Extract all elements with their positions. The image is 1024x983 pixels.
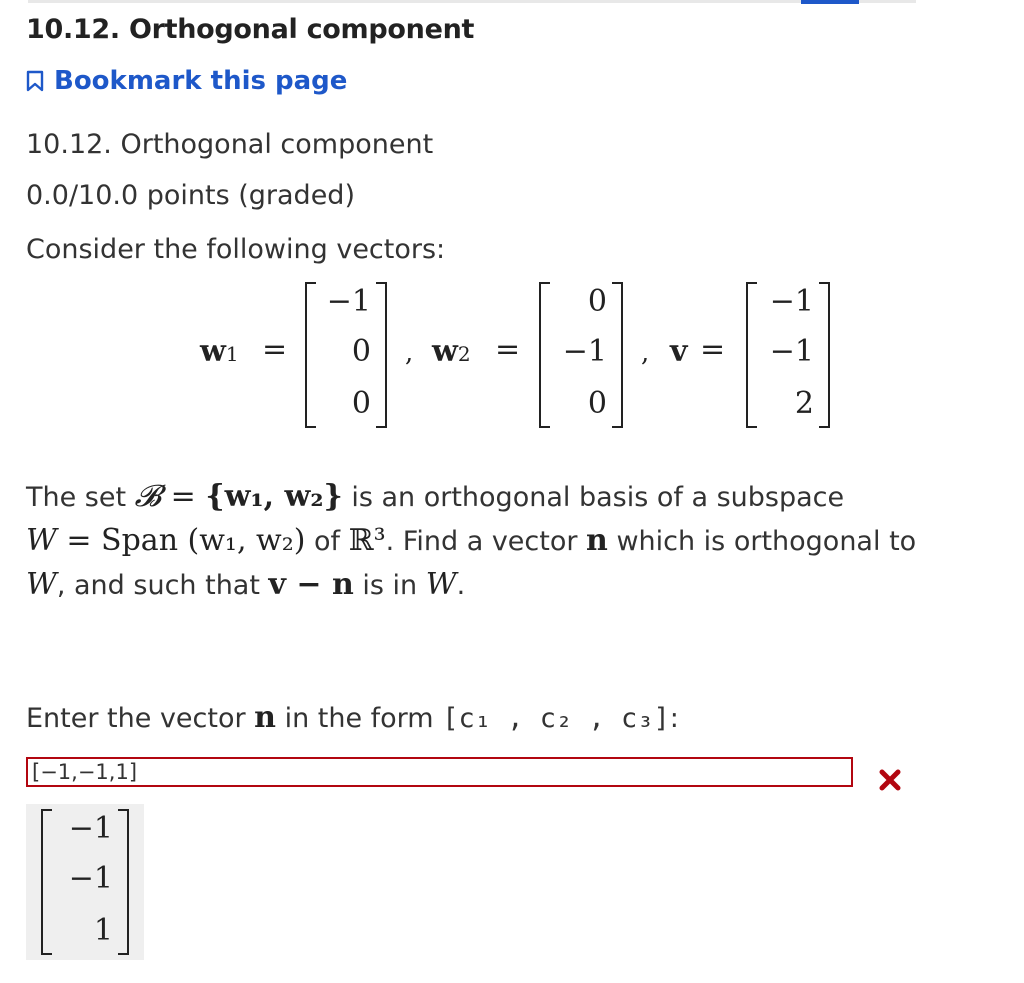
- w1-label: w1: [200, 334, 239, 369]
- v-matrix: [746, 282, 830, 428]
- w1-matrix: [305, 282, 387, 428]
- problem-intro: Consider the following vectors:: [26, 234, 446, 265]
- answer-preview: [26, 804, 144, 960]
- w1-equals: =: [262, 332, 288, 367]
- preview-entry: −1: [68, 811, 113, 846]
- v-label: v: [670, 334, 688, 369]
- v-entry: 2: [794, 386, 814, 421]
- v-equals: =: [700, 332, 726, 367]
- unit-title: 10.12. Orthogonal component: [26, 14, 475, 45]
- problem-statement: The set 𝓑 = {w₁, w₂} is an orthogonal basis of a subspace W = Span (w₁, w₂) of ℝ³. Find a vector n which is orthogonal to W, and such that v − n is in W.: [26, 479, 917, 602]
- w2-matrix: [539, 282, 623, 428]
- x-mark-icon: [878, 768, 902, 796]
- w2-comma: ,: [641, 338, 650, 368]
- w1-entry: −1: [326, 284, 371, 319]
- problem-title: 10.12. Orthogonal component: [26, 129, 434, 160]
- w2-entry: −1: [562, 334, 607, 369]
- top-nav-active-indicator: [801, 0, 859, 4]
- answer-input[interactable]: [26, 757, 853, 787]
- w2-entry: 0: [587, 386, 607, 421]
- w1-comma: ,: [405, 338, 414, 368]
- w1-entry: 0: [351, 386, 371, 421]
- bookmark-icon: [26, 70, 44, 92]
- bookmark-button[interactable]: [26, 66, 347, 96]
- v-entry: −1: [769, 284, 814, 319]
- w2-entry: 0: [587, 284, 607, 319]
- problem-points: 0.0/10.0 points (graded): [26, 180, 355, 211]
- answer-prompt: Enter the vector n in the form [c₁ , c₂ , c₃]:: [26, 700, 679, 735]
- vector-definitions: [0, 280, 1024, 440]
- preview-matrix: [41, 809, 129, 955]
- w2-label: w2: [432, 334, 471, 369]
- preview-entry: −1: [68, 861, 113, 896]
- preview-entry: 1: [93, 913, 113, 948]
- w1-entry: 0: [351, 334, 371, 369]
- w2-equals: =: [495, 332, 521, 367]
- bookmark-label: Bookmark this page: [54, 66, 348, 96]
- v-entry: −1: [769, 334, 814, 369]
- top-nav-bar: [28, 0, 916, 3]
